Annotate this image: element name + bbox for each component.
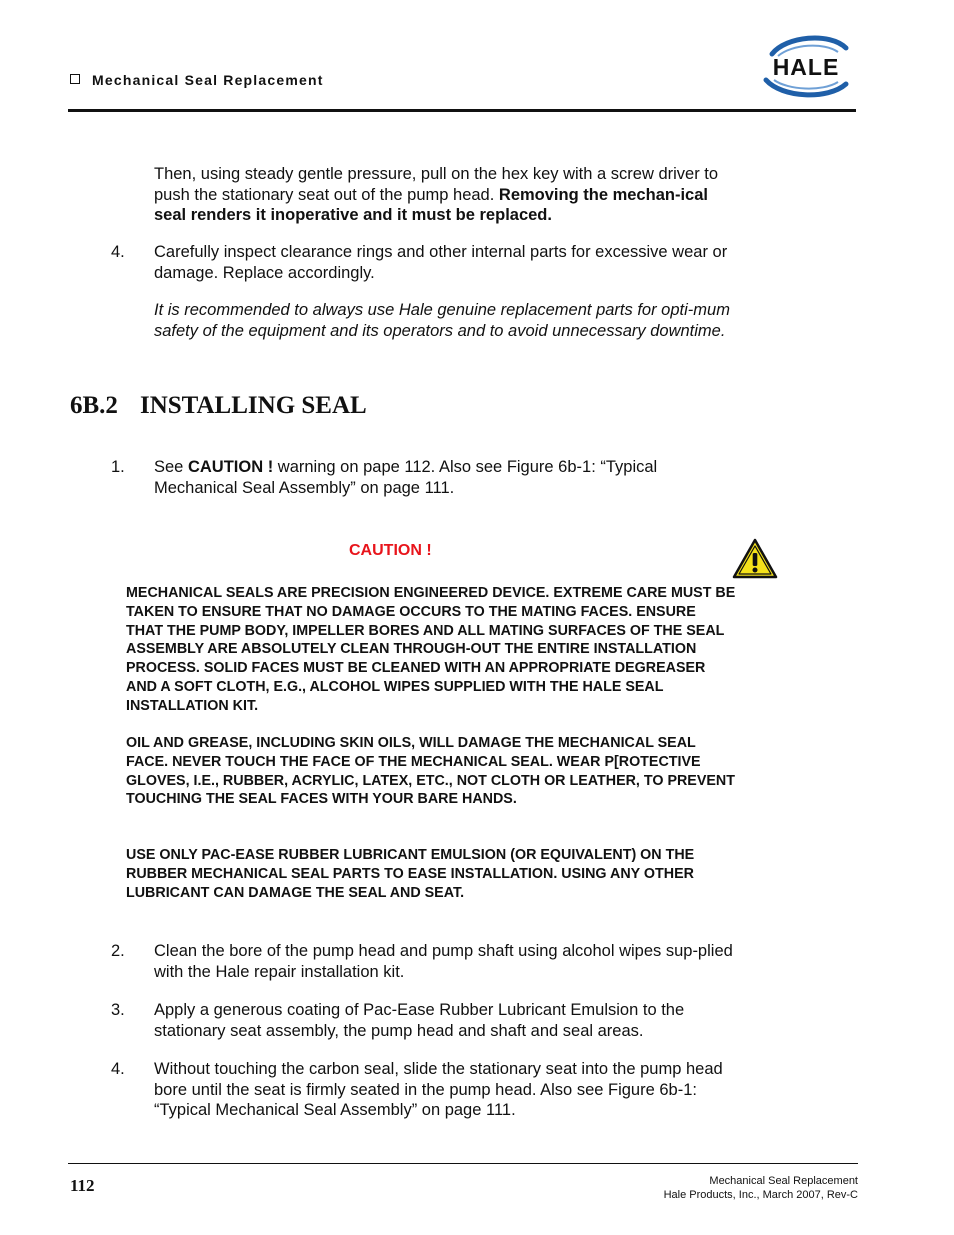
intro-text: Then, using steady gentle pressure, pull on the hex key with a screw driver to push the stationary seat out of the pump head. (154, 165, 719, 204)
section-title: INSTALLING SEAL (140, 392, 367, 419)
step-text (154, 457, 734, 498)
recommendation-note: It is recommended to always use Hale genuine replacement parts for opti-mum safety of the equipment and its operators and to avoid unnecessary downtime. (154, 301, 730, 340)
footer-rule (68, 1163, 858, 1164)
step-number: 4. (111, 1060, 125, 1078)
caution-paragraph: USE ONLY PAC-EASE RUBBER LUBRICANT EMULSION (OR EQUIVALENT) ON THE RUBBER MECHANICAL SEAL PARTS TO EASE INSTALLATION. USING ANY OTHER LUBRICANT CAN DAMAGE THE SEAL AND SEAT. (126, 847, 695, 901)
caution-paragraph: MECHANICAL SEALS ARE PRECISION ENGINEERED DEVICE. EXTREME CARE MUST BE TAKEN TO ENSURE THAT NO DAMAGE OCCURS TO THE MATING FACES. ENSURE THAT THE PUMP BODY, IMPELLER BORES AND ALL MATING SURFACES OF THE SEAL ASSEMBLY ARE ABSOLUTELY CLEAN THROUGH-OUT THE ENTIRE INSTALLATION PROCESS. SOLID FACES MUST BE CLEANED WITH AN APPROPRIATE DEGREASER AND A SOFT CLOTH, E.G., ALCOHOL WIPES SUPPLIED WITH THE HALE SEAL INSTALLATION KIT. (126, 585, 736, 714)
header-rule (68, 109, 856, 112)
header-section-label: Mechanical Seal Replacement (92, 72, 324, 88)
footer-info (664, 1175, 858, 1202)
step1-caution-ref: CAUTION ! (187, 458, 274, 476)
step-text: Carefully inspect clearance rings and other internal parts for excessive wear or damage. Replace accordingly. (154, 243, 728, 282)
step-number: 3. (111, 1001, 125, 1019)
step1-post: warning on pape 112. Also see Figure 6b-1: “Typical Mechanical Seal Assembly” on page 111. (154, 458, 658, 497)
footer-line: Hale Products, Inc., March 2007, Rev-C (663, 1188, 858, 1201)
intro-paragraph (154, 164, 734, 226)
checkbox-bullet-icon (70, 74, 80, 84)
step-text: Clean the bore of the pump head and pump shaft using alcohol wipes sup-plied with the Hale repair installation kit. (154, 942, 733, 981)
section-heading (70, 392, 367, 420)
page-number: 112 (70, 1176, 95, 1195)
step-number: 2. (111, 942, 125, 960)
step-number: 1. (111, 458, 125, 476)
running-header (70, 72, 324, 88)
section-number: 6B.2 (70, 392, 118, 419)
warning-triangle-icon (731, 537, 779, 581)
intro-bold-text: Removing the mechan-ical seal renders it inoperative and it must be replaced. (154, 185, 708, 224)
step-text: Without touching the carbon seal, slide the stationary seat into the pump head bore until the seat is firmly seated in the pump head. Also see Figure 6b-1: “Typical Mechanical Seal Assembly” on page 111. (154, 1060, 723, 1119)
caution-title: CAUTION ! (349, 542, 432, 559)
step1-pre: See (154, 458, 188, 476)
footer-line: Mechanical Seal Replacement (709, 1175, 858, 1187)
logo-wordmark: HALE (772, 54, 840, 80)
step-number: 4. (111, 243, 125, 261)
hale-logo (758, 34, 854, 100)
caution-paragraph: OIL AND GREASE, INCLUDING SKIN OILS, WILL DAMAGE THE MECHANICAL SEAL FACE. NEVER TOUCH THE FACE OF THE MECHANICAL SEAL. WEAR P[ROTECTIVE GLOVES, I.E., RUBBER, ACRYLIC, LATEX, ETC., NOT CLOTH OR LEATHER, TO PREVENT TOUCHING THE SEAL FACES WITH YOUR BARE HANDS. (126, 735, 735, 808)
step-text: Apply a generous coating of Pac-Ease Rubber Lubricant Emulsion to the stationary seat assembly, the pump head and shaft and seal areas. (154, 1001, 685, 1040)
